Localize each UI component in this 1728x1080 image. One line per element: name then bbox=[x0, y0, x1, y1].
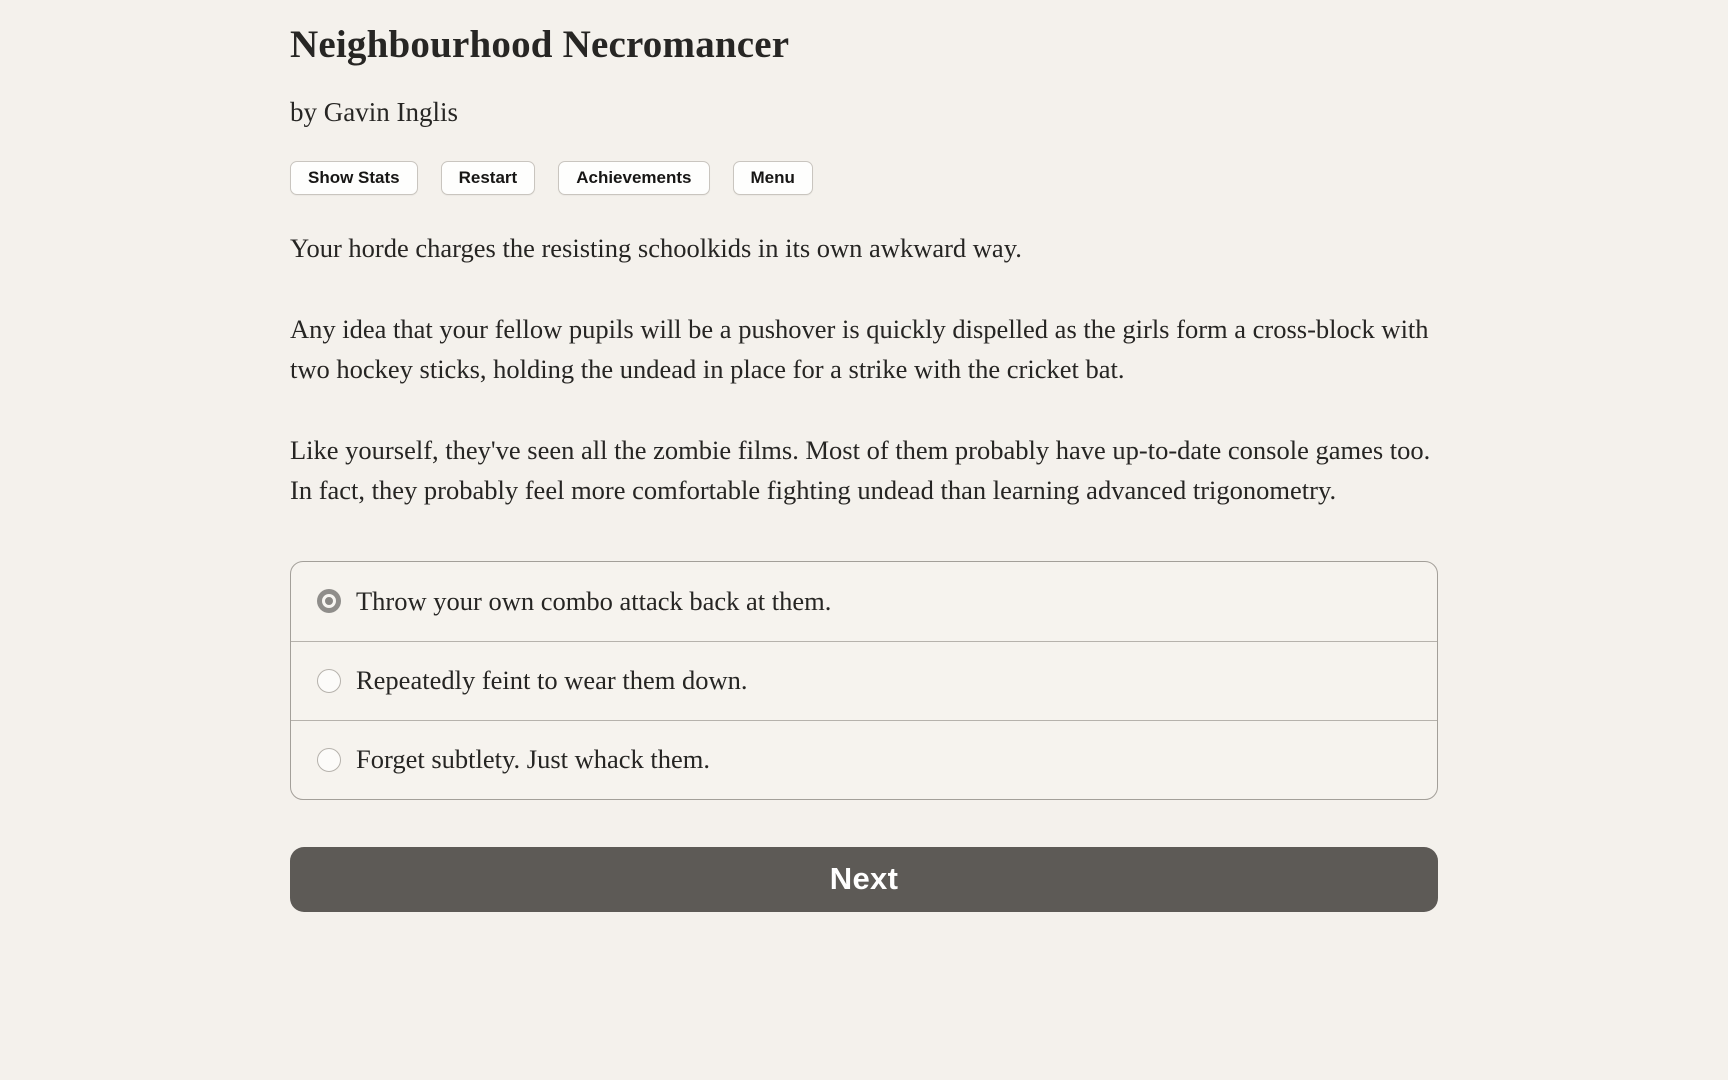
choice-list bbox=[290, 561, 1438, 800]
choice-option-3[interactable] bbox=[291, 720, 1437, 799]
story-paragraph: Your horde charges the resisting schoolkids in its own awkward way. bbox=[290, 232, 1022, 263]
story-text bbox=[290, 228, 1438, 510]
radio-button-icon[interactable] bbox=[317, 669, 341, 693]
next-button[interactable]: Next bbox=[290, 847, 1438, 912]
choice-option-2[interactable] bbox=[291, 641, 1437, 720]
page-title: Neighbourhood Necromancer bbox=[290, 23, 790, 66]
menu-button[interactable]: Menu bbox=[733, 161, 813, 195]
choice-option-label: Forget subtlety. Just whack them. bbox=[356, 744, 711, 775]
choice-option-label: Repeatedly feint to wear them down. bbox=[356, 665, 748, 696]
author-byline: by Gavin Inglis bbox=[290, 96, 458, 127]
story-paragraph: Like yourself, they've seen all the zombie films. Most of them probably have up-to-date console games too. In fact, they probably feel more comfortable fighting undead than learning advanced trigonometry. bbox=[290, 434, 1431, 505]
show-stats-button[interactable]: Show Stats bbox=[290, 161, 418, 195]
toolbar bbox=[290, 161, 1438, 195]
story-paragraph: Any idea that your fellow pupils will be a pushover is quickly dispelled as the girls form a cross-block with two hockey sticks, holding the undead in place for a strike with the cricket bat. bbox=[290, 313, 1429, 384]
content-column bbox=[290, 0, 1438, 912]
choice-option-1[interactable] bbox=[291, 562, 1437, 641]
radio-button-icon[interactable] bbox=[317, 748, 341, 772]
radio-button-icon[interactable] bbox=[317, 589, 341, 613]
achievements-button[interactable]: Achievements bbox=[558, 161, 709, 195]
choice-option-label: Throw your own combo attack back at them. bbox=[356, 585, 832, 616]
restart-button[interactable]: Restart bbox=[441, 161, 536, 195]
